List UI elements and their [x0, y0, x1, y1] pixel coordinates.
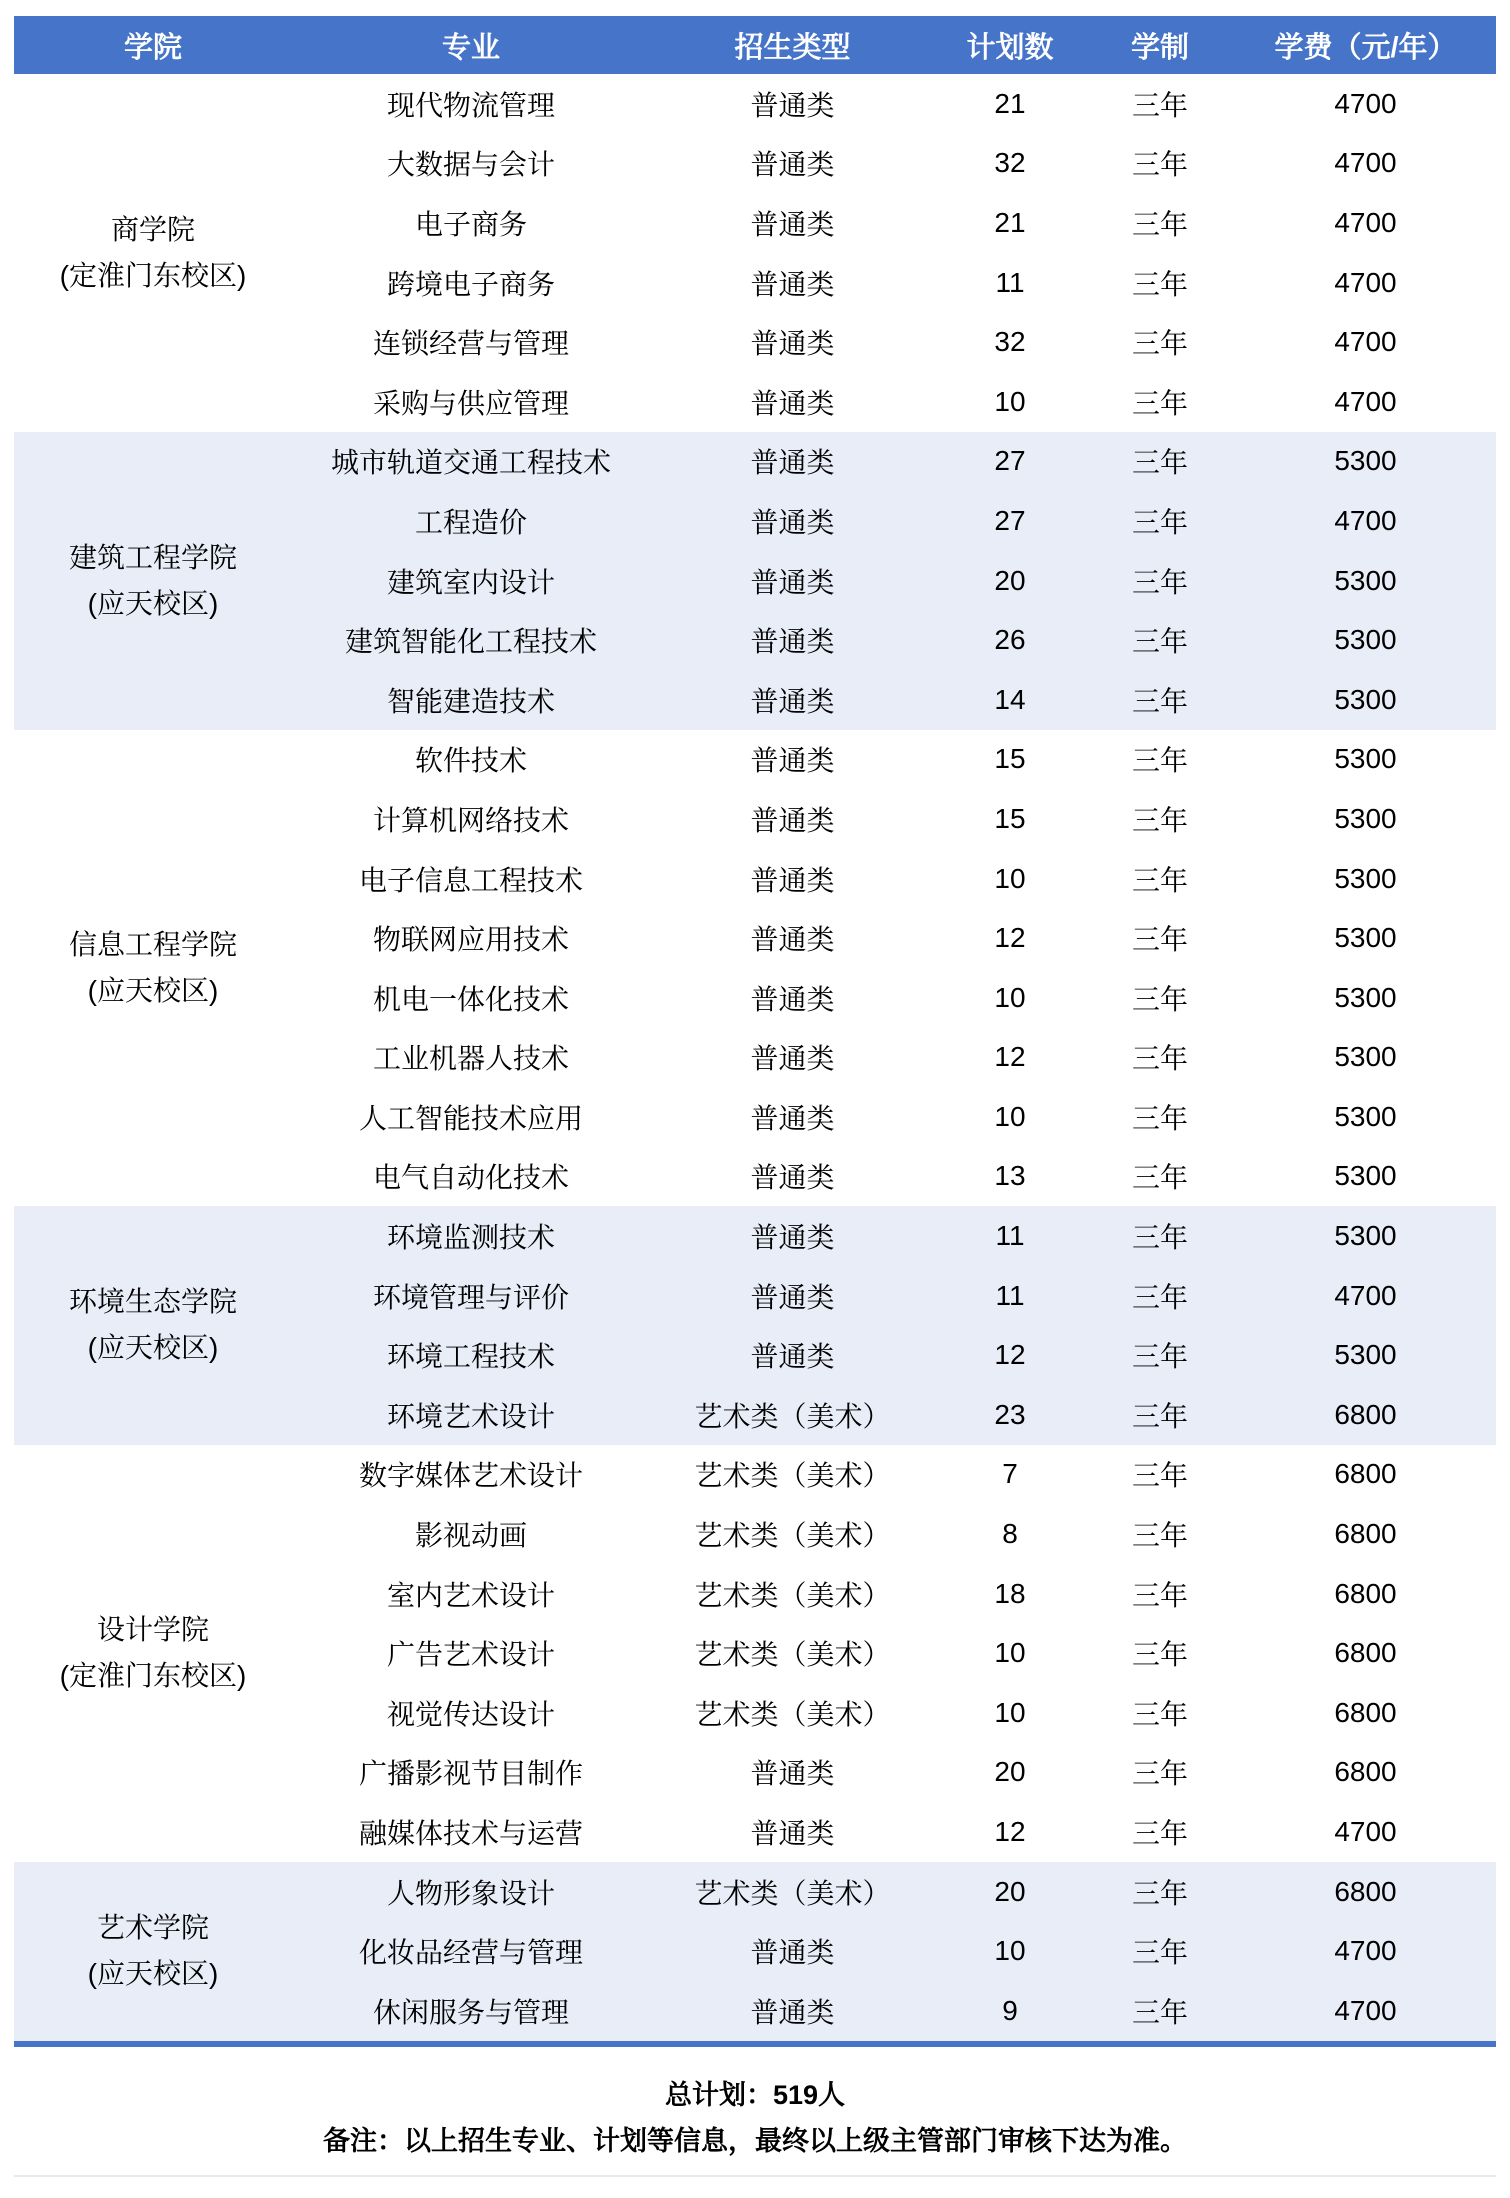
cell-type: 艺术类（美术）	[650, 1445, 935, 1505]
cell-major: 室内艺术设计	[292, 1564, 650, 1624]
cell-fee: 5300	[1235, 610, 1496, 670]
cell-major: 视觉传达设计	[292, 1683, 650, 1743]
cell-major: 工业机器人技术	[292, 1028, 650, 1088]
cell-plan: 14	[935, 670, 1085, 730]
cell-fee: 5300	[1235, 1147, 1496, 1207]
cell-plan: 21	[935, 74, 1085, 134]
cell-major: 采购与供应管理	[292, 372, 650, 432]
college-cell	[14, 74, 292, 432]
cell-years: 三年	[1085, 1087, 1235, 1147]
header-cell-plan: 计划数	[935, 16, 1085, 74]
cell-plan: 20	[935, 551, 1085, 611]
cell-fee: 4700	[1235, 1802, 1496, 1862]
cell-type: 普通类	[650, 491, 935, 551]
cell-fee: 6800	[1235, 1683, 1496, 1743]
cell-plan: 11	[935, 253, 1085, 313]
cell-type: 普通类	[650, 610, 935, 670]
cell-type: 普通类	[650, 312, 935, 372]
cell-years: 三年	[1085, 968, 1235, 1028]
cell-type: 普通类	[650, 1921, 935, 1981]
cell-type: 普通类	[650, 1206, 935, 1266]
cell-fee: 6800	[1235, 1445, 1496, 1505]
cell-fee: 4700	[1235, 74, 1496, 134]
cell-fee: 5300	[1235, 908, 1496, 968]
college-campus: (定淮门东校区)	[59, 259, 247, 291]
cell-type: 普通类	[650, 968, 935, 1028]
cell-major: 大数据与会计	[292, 134, 650, 194]
cell-fee: 4700	[1235, 253, 1496, 313]
cell-years: 三年	[1085, 1325, 1235, 1385]
cell-type: 普通类	[650, 193, 935, 253]
cell-fee: 4700	[1235, 1921, 1496, 1981]
cell-plan: 26	[935, 610, 1085, 670]
cell-years: 三年	[1085, 849, 1235, 909]
cell-major: 人工智能技术应用	[292, 1087, 650, 1147]
table-row	[14, 1206, 1496, 1266]
header-cell-college: 学院	[14, 16, 292, 74]
cell-years: 三年	[1085, 1862, 1235, 1922]
cell-plan: 12	[935, 1325, 1085, 1385]
cell-major: 建筑室内设计	[292, 551, 650, 611]
college-campus: (应天校区)	[87, 587, 219, 619]
cell-fee: 5300	[1235, 1325, 1496, 1385]
cell-fee: 6800	[1235, 1385, 1496, 1445]
cell-type: 普通类	[650, 1325, 935, 1385]
cell-plan: 15	[935, 789, 1085, 849]
cell-fee: 5300	[1235, 432, 1496, 492]
cell-major: 环境监测技术	[292, 1206, 650, 1266]
college-cell	[14, 1206, 292, 1444]
cell-years: 三年	[1085, 1385, 1235, 1445]
cell-major: 连锁经营与管理	[292, 312, 650, 372]
cell-years: 三年	[1085, 610, 1235, 670]
cell-major: 环境管理与评价	[292, 1266, 650, 1326]
table-row	[14, 1862, 1496, 1922]
cell-plan: 20	[935, 1743, 1085, 1803]
cell-years: 三年	[1085, 1981, 1235, 2041]
cell-major: 电子信息工程技术	[292, 849, 650, 909]
cell-type: 普通类	[650, 1743, 935, 1803]
cell-type: 普通类	[650, 372, 935, 432]
cell-major: 电子商务	[292, 193, 650, 253]
cell-fee: 5300	[1235, 1206, 1496, 1266]
cell-plan: 9	[935, 1981, 1085, 2041]
college-campus: (定淮门东校区)	[59, 1660, 247, 1692]
cell-type: 普通类	[650, 1802, 935, 1862]
cell-major: 影视动画	[292, 1504, 650, 1564]
college-cell	[14, 730, 292, 1207]
cell-years: 三年	[1085, 432, 1235, 492]
cell-plan: 12	[935, 1802, 1085, 1862]
table-header-row	[14, 16, 1496, 74]
header-cell-type: 招生类型	[650, 16, 935, 74]
cell-type: 普通类	[650, 1147, 935, 1207]
cell-type: 艺术类（美术）	[650, 1623, 935, 1683]
cell-plan: 7	[935, 1445, 1085, 1505]
cell-major: 广播影视节目制作	[292, 1743, 650, 1803]
college-campus: (应天校区)	[87, 974, 219, 1006]
cell-years: 三年	[1085, 491, 1235, 551]
cell-plan: 10	[935, 1087, 1085, 1147]
cell-plan: 10	[935, 372, 1085, 432]
cell-years: 三年	[1085, 74, 1235, 134]
cell-major: 计算机网络技术	[292, 789, 650, 849]
cell-type: 普通类	[650, 432, 935, 492]
cell-major: 跨境电子商务	[292, 253, 650, 313]
college-name: 环境生态学院	[68, 1286, 237, 1318]
cell-plan: 10	[935, 968, 1085, 1028]
cell-years: 三年	[1085, 1564, 1235, 1624]
cell-major: 数字媒体艺术设计	[292, 1445, 650, 1505]
cell-plan: 18	[935, 1564, 1085, 1624]
table-row	[14, 432, 1496, 492]
cell-type: 艺术类（美术）	[650, 1564, 935, 1624]
page-root	[14, 16, 1496, 2177]
table-row	[14, 730, 1496, 790]
cell-major: 融媒体技术与运营	[292, 1802, 650, 1862]
college-cell	[14, 1862, 292, 2041]
cell-plan: 12	[935, 1028, 1085, 1088]
table-body	[14, 74, 1496, 2041]
cell-years: 三年	[1085, 1683, 1235, 1743]
cell-years: 三年	[1085, 670, 1235, 730]
cell-major: 人物形象设计	[292, 1862, 650, 1922]
cell-fee: 6800	[1235, 1564, 1496, 1624]
cell-plan: 15	[935, 730, 1085, 790]
cell-major: 化妆品经营与管理	[292, 1921, 650, 1981]
cell-type: 普通类	[650, 1266, 935, 1326]
cell-years: 三年	[1085, 253, 1235, 313]
cell-fee: 4700	[1235, 491, 1496, 551]
footer-note: 备注：以上招生专业、计划等信息，最终以上级主管部门审核下达为准。	[323, 2125, 1187, 2156]
cell-years: 三年	[1085, 1028, 1235, 1088]
header-cell-years: 学制	[1085, 16, 1235, 74]
footer-total: 总计划：519人	[664, 2079, 846, 2110]
cell-plan: 21	[935, 193, 1085, 253]
cell-plan: 8	[935, 1504, 1085, 1564]
cell-type: 艺术类（美术）	[650, 1504, 935, 1564]
cell-plan: 12	[935, 908, 1085, 968]
cell-plan: 10	[935, 849, 1085, 909]
header-cell-major: 专业	[292, 16, 650, 74]
cell-major: 物联网应用技术	[292, 908, 650, 968]
cell-major: 建筑智能化工程技术	[292, 610, 650, 670]
cell-major: 城市轨道交通工程技术	[292, 432, 650, 492]
cell-fee: 5300	[1235, 1087, 1496, 1147]
cell-years: 三年	[1085, 1802, 1235, 1862]
cell-years: 三年	[1085, 193, 1235, 253]
table-row	[14, 74, 1496, 134]
college-name: 信息工程学院	[68, 928, 237, 960]
college-name: 建筑工程学院	[68, 541, 237, 573]
cell-plan: 20	[935, 1862, 1085, 1922]
cell-years: 三年	[1085, 1743, 1235, 1803]
cell-years: 三年	[1085, 134, 1235, 194]
cell-fee: 5300	[1235, 849, 1496, 909]
college-name: 商学院	[110, 213, 195, 245]
cell-fee: 4700	[1235, 372, 1496, 432]
cell-type: 普通类	[650, 1981, 935, 2041]
cell-fee: 5300	[1235, 551, 1496, 611]
cell-fee: 6800	[1235, 1623, 1496, 1683]
cell-major: 工程造价	[292, 491, 650, 551]
cell-type: 普通类	[650, 551, 935, 611]
cell-fee: 6800	[1235, 1504, 1496, 1564]
cell-type: 艺术类（美术）	[650, 1385, 935, 1445]
cell-major: 机电一体化技术	[292, 968, 650, 1028]
table-bottom-divider	[14, 2041, 1496, 2047]
cell-years: 三年	[1085, 372, 1235, 432]
cell-fee: 5300	[1235, 968, 1496, 1028]
cell-fee: 5300	[1235, 789, 1496, 849]
cell-years: 三年	[1085, 1266, 1235, 1326]
cell-years: 三年	[1085, 789, 1235, 849]
cell-major: 广告艺术设计	[292, 1623, 650, 1683]
college-name: 设计学院	[96, 1614, 209, 1646]
college-name: 艺术学院	[96, 1912, 209, 1944]
cell-major: 现代物流管理	[292, 74, 650, 134]
cell-plan: 27	[935, 491, 1085, 551]
admission-table	[14, 16, 1496, 2041]
cell-plan: 13	[935, 1147, 1085, 1207]
college-cell	[14, 1445, 292, 1862]
cell-plan: 32	[935, 312, 1085, 372]
cell-years: 三年	[1085, 1445, 1235, 1505]
cell-plan: 11	[935, 1206, 1085, 1266]
cell-fee: 4700	[1235, 193, 1496, 253]
college-campus: (应天校区)	[87, 1958, 219, 1990]
cell-type: 普通类	[650, 789, 935, 849]
cell-years: 三年	[1085, 908, 1235, 968]
college-cell	[14, 432, 292, 730]
cell-type: 普通类	[650, 1087, 935, 1147]
cell-major: 智能建造技术	[292, 670, 650, 730]
cell-years: 三年	[1085, 1504, 1235, 1564]
cell-fee: 4700	[1235, 1981, 1496, 2041]
cell-type: 普通类	[650, 908, 935, 968]
college-campus: (应天校区)	[87, 1332, 219, 1364]
cell-fee: 6800	[1235, 1862, 1496, 1922]
cell-fee: 4700	[1235, 134, 1496, 194]
cell-type: 普通类	[650, 134, 935, 194]
cell-fee: 6800	[1235, 1743, 1496, 1803]
cell-fee: 5300	[1235, 1028, 1496, 1088]
cell-years: 三年	[1085, 1147, 1235, 1207]
cell-years: 三年	[1085, 551, 1235, 611]
cell-major: 软件技术	[292, 730, 650, 790]
bottom-rule	[14, 2175, 1496, 2177]
cell-plan: 10	[935, 1683, 1085, 1743]
cell-years: 三年	[1085, 312, 1235, 372]
cell-type: 普通类	[650, 253, 935, 313]
cell-type: 普通类	[650, 670, 935, 730]
cell-type: 艺术类（美术）	[650, 1683, 935, 1743]
cell-major: 电气自动化技术	[292, 1147, 650, 1207]
cell-plan: 32	[935, 134, 1085, 194]
cell-plan: 10	[935, 1921, 1085, 1981]
cell-plan: 11	[935, 1266, 1085, 1326]
cell-major: 休闲服务与管理	[292, 1981, 650, 2041]
cell-years: 三年	[1085, 1623, 1235, 1683]
cell-type: 普通类	[650, 730, 935, 790]
table-row	[14, 1445, 1496, 1505]
cell-major: 环境艺术设计	[292, 1385, 650, 1445]
cell-fee: 5300	[1235, 670, 1496, 730]
header-cell-fee: 学费（元/年）	[1235, 16, 1496, 74]
cell-fee: 5300	[1235, 730, 1496, 790]
cell-years: 三年	[1085, 1921, 1235, 1981]
cell-fee: 4700	[1235, 1266, 1496, 1326]
cell-type: 普通类	[650, 849, 935, 909]
cell-type: 艺术类（美术）	[650, 1862, 935, 1922]
cell-plan: 27	[935, 432, 1085, 492]
cell-type: 普通类	[650, 1028, 935, 1088]
cell-type: 普通类	[650, 74, 935, 134]
cell-fee: 4700	[1235, 312, 1496, 372]
cell-years: 三年	[1085, 1206, 1235, 1266]
cell-major: 环境工程技术	[292, 1325, 650, 1385]
cell-plan: 10	[935, 1623, 1085, 1683]
cell-years: 三年	[1085, 730, 1235, 790]
cell-plan: 23	[935, 1385, 1085, 1445]
